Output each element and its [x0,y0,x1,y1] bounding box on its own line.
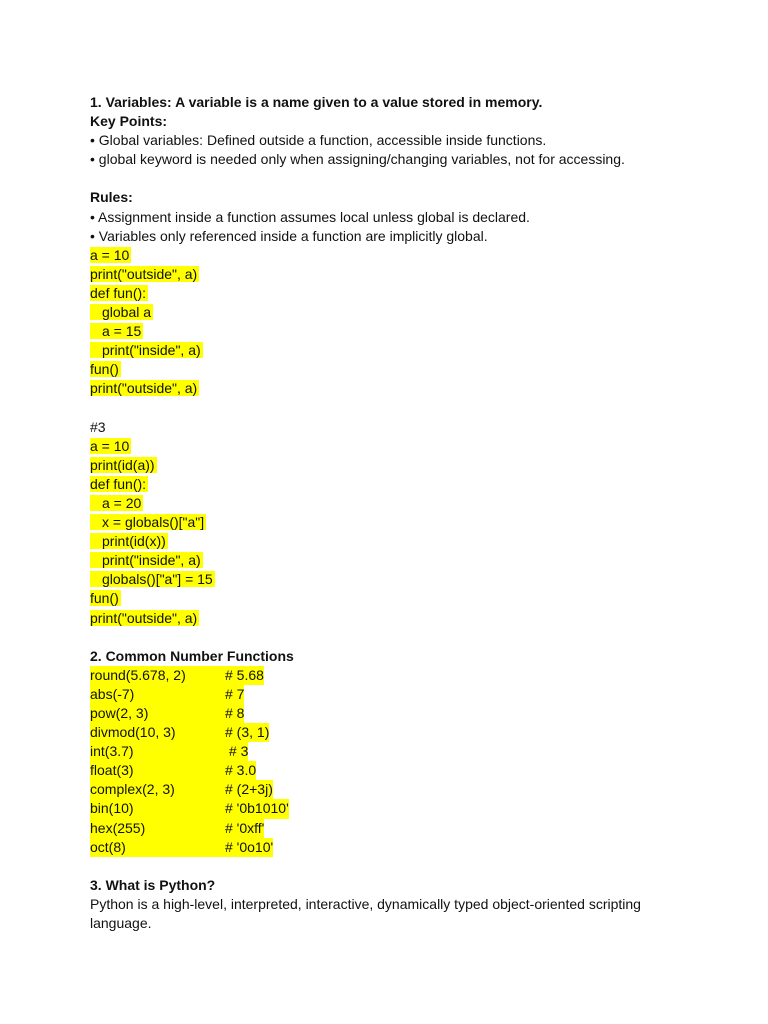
code-line [90,360,690,379]
spacer [90,169,690,188]
function-call: divmod(10, 3) [90,723,225,742]
key-point-1: • Global variables: Defined outside a function, accessible inside functions. [90,132,547,149]
section-2-heading: 2. Common Number Functions [90,647,294,664]
result-comment: # '0o10' [225,838,273,857]
code-text: print(id(x)) [90,533,168,549]
key-point-2: • global keyword is needed only when assigning/changing variables, not for accessing. [90,151,625,168]
document-page [90,93,690,933]
function-call: hex(255) [90,819,225,838]
table-row [90,685,690,704]
code-line [90,437,690,456]
section-1-heading: 1. Variables: A variable is a name given to a value stored in memory. [90,94,543,110]
table-row [90,723,690,742]
table-row [90,704,690,723]
example-3-label: #3 [90,418,106,435]
result-comment: # 5.68 [225,666,264,685]
code-text: print("inside", a) [90,342,203,358]
spacer [90,628,690,647]
table-row [90,761,690,780]
code-text: print(id(a)) [90,456,155,473]
code-line [90,284,690,303]
code-text: print("outside", a) [90,265,198,282]
code-text: globals()["a"] = 15 [90,571,215,587]
function-call: complex(2, 3) [90,780,225,799]
code-line [90,570,690,589]
code-line [90,456,690,475]
function-call: int(3.7) [90,742,225,761]
code-line [90,475,690,494]
code-example-1 [90,246,690,399]
code-text: a = 10 [90,246,130,263]
code-line [90,494,690,513]
result-comment: # '0b1010' [225,799,289,818]
code-text: a = 20 [90,495,143,511]
code-line [90,303,690,322]
number-functions-table [90,666,690,857]
code-text: a = 15 [90,323,143,339]
code-text: print("inside", a) [90,552,203,568]
code-text: x = globals()["a"] [90,514,206,530]
code-line [90,532,690,551]
table-row [90,819,690,838]
function-call: oct(8) [90,838,225,857]
table-row [90,666,690,685]
spacer [90,399,690,418]
table-row [90,742,690,761]
result-comment: # 3.0 [225,761,256,780]
result-comment: # 3 [225,742,248,761]
rule-2: • Variables only referenced inside a function are implicitly global. [90,227,488,244]
rules-label: Rules: [90,189,133,206]
code-example-3 [90,437,690,628]
code-line [90,609,690,628]
code-text: def fun(): [90,284,147,301]
code-text: global a [90,304,153,320]
table-row [90,780,690,799]
code-line [90,265,690,284]
result-comment: # '0xff' [225,819,264,838]
table-row [90,838,690,857]
code-line [90,589,690,608]
code-text: fun() [90,590,119,607]
code-line [90,551,690,570]
function-call: float(3) [90,761,225,780]
key-points-label: Key Points: [90,113,168,130]
function-call: round(5.678, 2) [90,666,225,685]
result-comment: # 7 [225,685,244,704]
code-text: print("outside", a) [90,609,198,626]
rule-1: • Assignment inside a function assumes local unless global is declared. [90,208,530,225]
code-text: a = 10 [90,437,130,454]
code-line [90,341,690,360]
result-comment: # (2+3j) [225,780,273,799]
section-3-body: Python is a high-level, interpreted, interactive, dynamically typed object-oriented scripting language. [90,895,641,932]
code-line [90,322,690,341]
function-call: bin(10) [90,799,225,818]
function-call: pow(2, 3) [90,704,225,723]
code-text: def fun(): [90,475,147,492]
code-line [90,513,690,532]
function-call: abs(-7) [90,685,225,704]
spacer [90,857,690,876]
section-3-heading: 3. What is Python? [90,876,216,893]
code-line [90,379,690,398]
code-text: print("outside", a) [90,380,198,397]
result-comment: # (3, 1) [225,723,269,742]
result-comment: # 8 [225,704,244,723]
code-line [90,246,690,265]
code-text: fun() [90,361,119,378]
table-row [90,799,690,818]
